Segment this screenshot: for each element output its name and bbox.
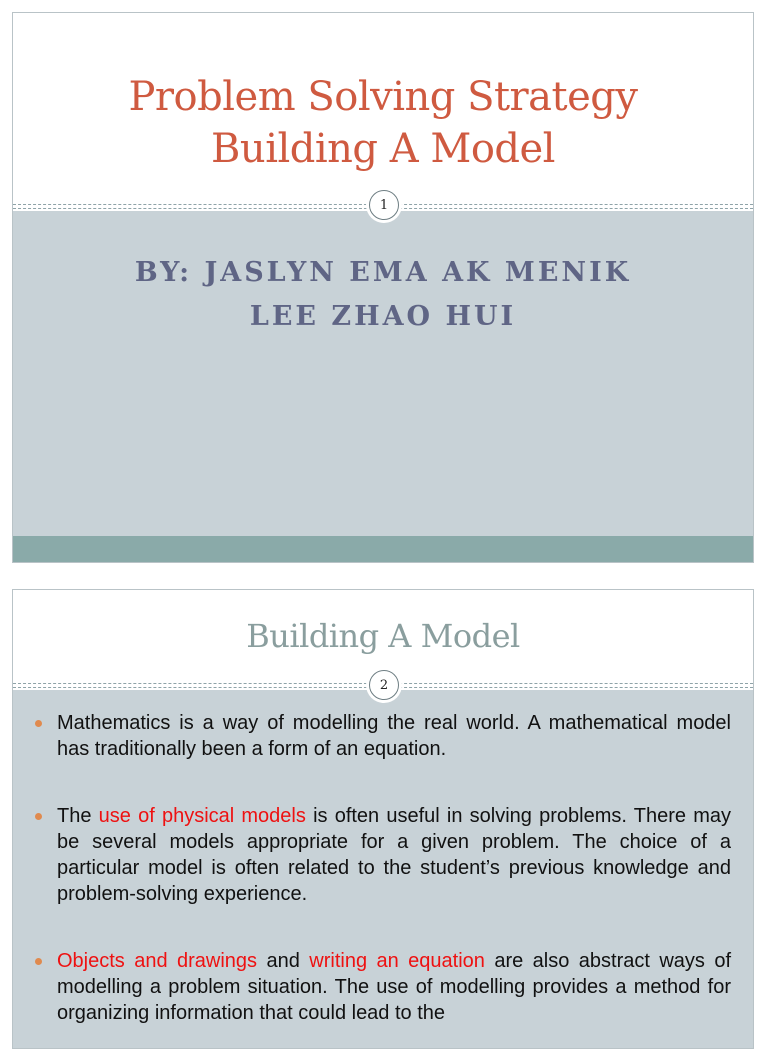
slide-number-badge: 2 — [369, 670, 399, 700]
slide-2 — [12, 589, 754, 1049]
author-line-1: BY: JASLYN EMA AK MENIK — [134, 257, 632, 288]
bullet-dot-icon — [35, 720, 42, 727]
bullet-dot-icon — [35, 813, 42, 820]
bullet-item — [57, 803, 731, 907]
slide-1-title-area — [13, 13, 753, 206]
bullet-text: Mathematics is a way of modelling the real world. A mathematical model has traditionally been a form of an equation. — [57, 712, 731, 760]
bullet-item — [57, 710, 731, 762]
bullet-item — [57, 948, 731, 1026]
bullet-dot-icon — [35, 958, 42, 965]
slide-number-badge: 1 — [369, 190, 399, 220]
bullet-list — [57, 710, 731, 1049]
slide-1-title-line-1: Problem Solving Strategy — [128, 74, 638, 120]
highlight-text: Objects and drawings — [57, 950, 258, 972]
bullet-text-mid: and — [257, 950, 310, 972]
footer-bar — [13, 536, 753, 562]
slide-1-title — [13, 71, 753, 175]
highlight-text: writing an equation — [309, 950, 485, 972]
slide-2-title: Building A Model — [246, 617, 520, 655]
slide-1 — [12, 12, 754, 563]
bullet-text-post: are also abstract ways of modelling a problem situation. The use of modelling provides a method for organizing information that could lead to the — [57, 950, 731, 1024]
bullet-text-post: is often useful in solving problems. There may be several models appropriate for a given problem. The choice of a particular model is often related to the student’s previous knowledge and problem-solving experience. — [57, 805, 731, 905]
highlight-text: use of physical models — [98, 805, 306, 827]
author-credits — [13, 251, 753, 339]
bullet-text-pre: The — [57, 805, 99, 827]
author-line-2: LEE ZHAO HUI — [249, 301, 517, 332]
slide-1-title-line-2: Building A Model — [211, 126, 555, 172]
